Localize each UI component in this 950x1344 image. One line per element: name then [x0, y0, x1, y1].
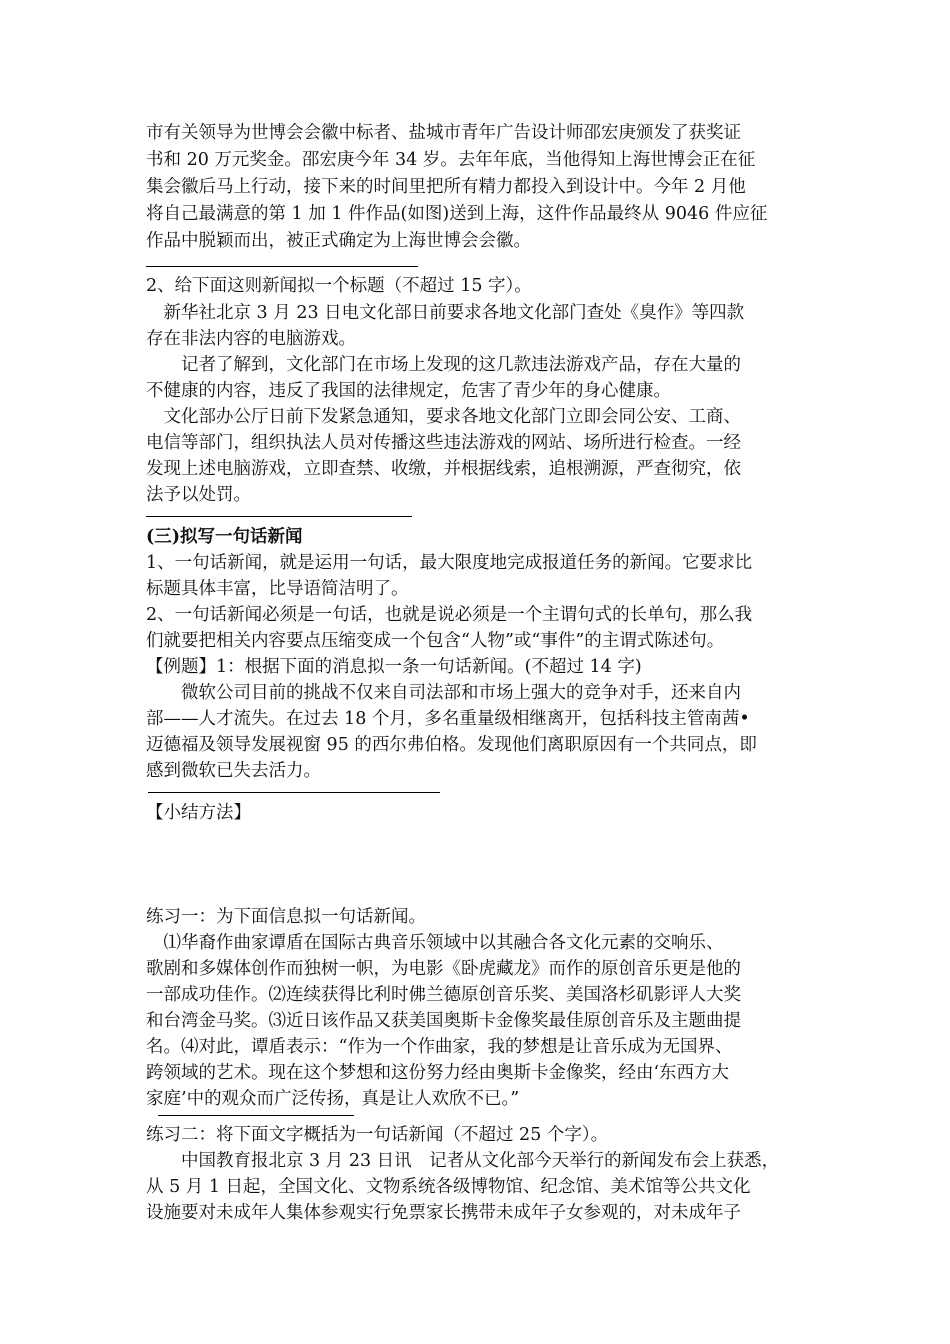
- example-line: 感到微软已失去活力。: [146, 761, 321, 781]
- exercise-line: ⑴华裔作曲家谭盾在国际古典音乐领域中以其融合各文化元素的交响乐、: [146, 933, 724, 953]
- summary-method-label: 【小结方法】: [146, 803, 251, 823]
- news-line: 电信等部门，组织执法人员对传播这些违法游戏的网站、场所进行检查。一经: [146, 433, 741, 453]
- answer-line: [158, 1115, 354, 1116]
- section-heading: (三)拟写一句话新闻: [146, 527, 303, 547]
- intro-line: 集会徽后马上行动，接下来的时间里把所有精力都投入到设计中。今年 2 月他: [146, 177, 746, 197]
- answer-line: [148, 792, 440, 793]
- exercise-line: 从 5 月 1 日起，全国文化、文物系统各级博物馆、纪念馆、美术馆等公共文化: [146, 1177, 751, 1197]
- answer-line: [146, 266, 418, 267]
- news-line: 存在非法内容的电脑游戏。: [146, 329, 356, 349]
- answer-line: [146, 516, 412, 517]
- intro-line: 将自己最满意的第 1 加 1 件作品(如图)送到上海，这件作品最终从 9046 件应征: [146, 204, 768, 224]
- news-line: 记者了解到，文化部门在市场上发现的这几款违法游戏产品，存在大量的: [146, 355, 741, 375]
- exercise-line: 中国教育报北京 3 月 23 日讯 记者从文化部今天举行的新闻发布会上获悉，: [146, 1151, 780, 1171]
- exercise-line: 歌剧和多媒体创作而独树一帜，为电影《卧虎藏龙》而作的原创音乐更是他的: [146, 959, 741, 979]
- example-line: 部——人才流失。在过去 18 个月，多名重量级相继离开，包括科技主管南茜•: [146, 709, 750, 729]
- intro-line: 作品中脱颖而出，被正式确定为上海世博会会徽。: [146, 231, 531, 251]
- exercise-line: 跨领域的艺术。现在这个梦想和这份努力经由奥斯卡金像奖，经由‘东西方大: [146, 1063, 730, 1083]
- body-line: 1、一句话新闻，就是运用一句话，最大限度地完成报道任务的新闻。它要求比: [146, 553, 753, 573]
- exercise-line: 家庭’中的观众而广泛传扬，真是让人欢欣不已。”: [146, 1089, 520, 1109]
- news-line: 发现上述电脑游戏，立即查禁、收缴，并根据线索，追根溯源，严查彻究，依: [146, 459, 741, 479]
- news-line: 文化部办公厅日前下发紧急通知，要求各地文化部门立即会同公安、工商、: [146, 407, 741, 427]
- news-line: 不健康的内容，违反了我国的法律规定，危害了青少年的身心健康。: [146, 381, 671, 401]
- news-line: 法予以处罚。: [146, 485, 251, 505]
- intro-line: 书和 20 万元奖金。邵宏庚今年 34 岁。去年年底，当他得知上海世博会正在征: [146, 150, 756, 170]
- body-line: 们就要把相关内容要点压缩变成一个包含“人物”或“事件”的主谓式陈述句。: [146, 631, 725, 651]
- exercise-1-title: 练习一：为下面信息拟一句话新闻。: [146, 907, 426, 927]
- exercise-line: 和台湾金马奖。⑶近日该作品又获美国奥斯卡金像奖最佳原创音乐及主题曲提: [146, 1011, 741, 1031]
- body-line: 标题具体丰富，比导语简洁明了。: [146, 579, 409, 599]
- example-prompt: 【例题】1：根据下面的消息拟一条一句话新闻。(不超过 14 字): [146, 657, 642, 677]
- question-2-prompt: 2、给下面这则新闻拟一个标题（不超过 15 字）。: [146, 276, 532, 296]
- example-line: 迈德福及领导发展视窗 95 的西尔弗伯格。发现他们离职原因有一个共同点，即: [146, 735, 757, 755]
- example-line: 微软公司目前的挑战不仅来自司法部和市场上强大的竞争对手，还来自内: [146, 683, 741, 703]
- exercise-2-title: 练习二：将下面文字概括为一句话新闻（不超过 25 个字）。: [146, 1125, 609, 1145]
- intro-line: 市有关领导为世博会会徽中标者、盐城市青年广告设计师邵宏庚颁发了获奖证: [146, 123, 741, 143]
- body-line: 2、一句话新闻必须是一句话，也就是说必须是一个主谓句式的长单句，那么我: [146, 605, 753, 625]
- news-line: 新华社北京 3 月 23 日电文化部日前要求各地文化部门查处《臭作》等四款: [146, 303, 745, 323]
- exercise-line: 设施要对未成年人集体参观实行免票家长携带未成年子女参观的，对未成年子: [146, 1203, 741, 1223]
- exercise-line: 名。⑷对此，谭盾表示：“作为一个作曲家，我的梦想是让音乐成为无国界、: [146, 1037, 733, 1057]
- exercise-line: 一部成功佳作。⑵连续获得比利时佛兰德原创音乐奖、美国洛杉矶影评人大奖: [146, 985, 741, 1005]
